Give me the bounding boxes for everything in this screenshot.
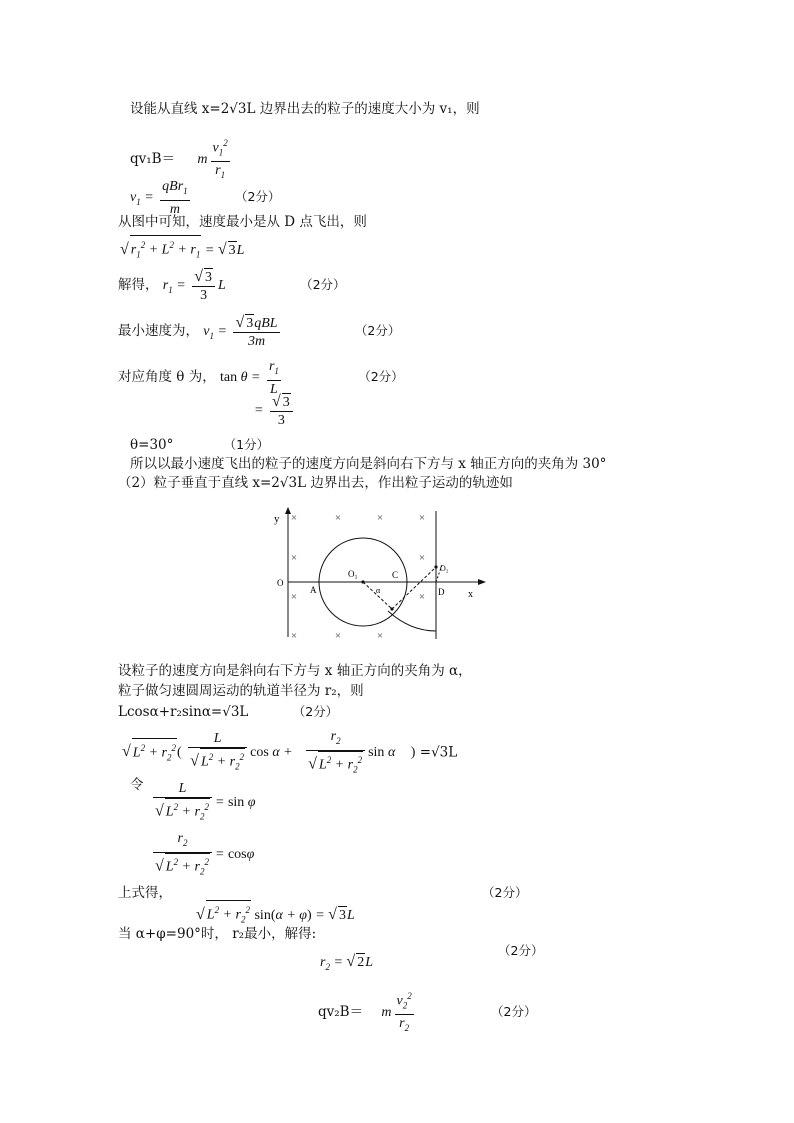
- magnetic-field-marks: [291, 512, 425, 642]
- svg-text:×: ×: [418, 591, 426, 603]
- equation-geometry: √ $r_1^2 + L^2 + r_1$ = √ 3L: [120, 235, 244, 263]
- score-22: （2分）: [498, 943, 544, 958]
- label-o2: O₂: [440, 564, 449, 573]
- label-alpha: α: [376, 586, 381, 595]
- trajectory-diagram: [270, 505, 490, 645]
- label-d: D: [438, 587, 445, 597]
- label-o: O: [277, 578, 284, 588]
- equation-force-1: qv₁B＝ m $\frac{v_1^2}{r_1}$: [130, 135, 233, 184]
- label-a: A: [310, 585, 317, 595]
- equation-tan-value: = $\frac{√ 3}{3}$: [254, 393, 296, 429]
- radius-to-o2: [392, 567, 436, 609]
- score-label: （2分）: [234, 189, 281, 205]
- svg-text:×: ×: [376, 512, 384, 524]
- svg-text:×: ×: [376, 630, 384, 642]
- label-y: y: [274, 513, 280, 525]
- equation-lcos: Lcosα+r₂sinα=√3L （2分）: [118, 704, 339, 720]
- theta-result: θ=30° （1分）: [130, 437, 270, 453]
- text-line-19: 上式得，: [118, 885, 172, 901]
- svg-text:×: ×: [290, 630, 298, 642]
- text-line-14: 粒子做匀速圆周运动的轨道半径为 r₂，则: [118, 683, 364, 699]
- equation-tan-theta: 对应角度 θ 为， tan θ = $\frac{r_1}{L}$ （2分）: [118, 359, 404, 397]
- equation-combined: √ $L^2 + r_2^2$ sin(α + φ) = √ 3L: [196, 900, 355, 928]
- equation-cos-phi: $\frac{r_2}{√ L^2 + r_2^2}$ = cosφ: [150, 830, 254, 880]
- equation-sin-phi: $\frac{L}{√ L^2 + r_2^2}$ = sin φ: [150, 780, 256, 825]
- let-label: 令: [130, 777, 144, 793]
- label-c: C: [392, 570, 399, 580]
- label-x: x: [468, 589, 473, 600]
- svg-text:×: ×: [418, 552, 426, 564]
- equation-r1: 解得， $r_1$ = $\frac{√ 3}{3}$ L （2分）: [118, 268, 346, 303]
- equation-r2: $r_2$ = √ 2L: [320, 953, 373, 972]
- text-line-21: 当 α+φ=90°时， r₂最小，解得:: [118, 926, 317, 942]
- svg-text:×: ×: [334, 512, 342, 524]
- svg-text:×: ×: [290, 552, 298, 564]
- equation-expanded: √ $L^2 + r_2^2$( $\frac{L}{√ L^2 + r_2^2}$ cos α + $\frac{r_2}{√ L^2 + r_2^2}$ sin α ) =√3L: [122, 728, 457, 778]
- text-line-13: 设粒子的速度方向是斜向右下方与 x 轴正方向的夹角为 α，: [118, 663, 472, 679]
- equation-force-1-left: qv₁B＝: [130, 150, 176, 167]
- equation-v1: $v_1$ = $\frac{qBr_1}{m}$ （2分）: [130, 179, 281, 217]
- equation-min-speed: 最小速度为， $v_1$ = $\frac{\text{√ 3qBL}}{3m}$ （2分）: [118, 314, 401, 349]
- svg-text:×: ×: [334, 630, 342, 642]
- equation-force-2: qv₂B＝ m $\frac{v_2^2}{r_2}$ （2分）: [318, 988, 537, 1037]
- svg-text:×: ×: [290, 512, 298, 524]
- svg-text:×: ×: [290, 591, 298, 603]
- text-line-11: 所以以最小速度飞出的粒子的速度方向是斜向右下方与 x 轴正方向的夹角为 30°: [130, 456, 607, 472]
- score-19: （2分）: [482, 885, 528, 900]
- svg-text:×: ×: [418, 512, 426, 524]
- exit-trajectory: [388, 611, 436, 631]
- x-axis-arrow: [478, 579, 486, 585]
- label-o1: O₁: [348, 569, 358, 579]
- text-line-4: 从图中可知，速度最小是从 D 点飞出，则: [118, 214, 367, 230]
- text-line-12: （2）粒子垂直于直线 x=2√3L 边界出去，作出粒子运动的轨迹如: [118, 475, 513, 491]
- text-line-1: 设能从直线 x=2√3L 边界出去的粒子的速度大小为 v₁，则: [130, 101, 480, 117]
